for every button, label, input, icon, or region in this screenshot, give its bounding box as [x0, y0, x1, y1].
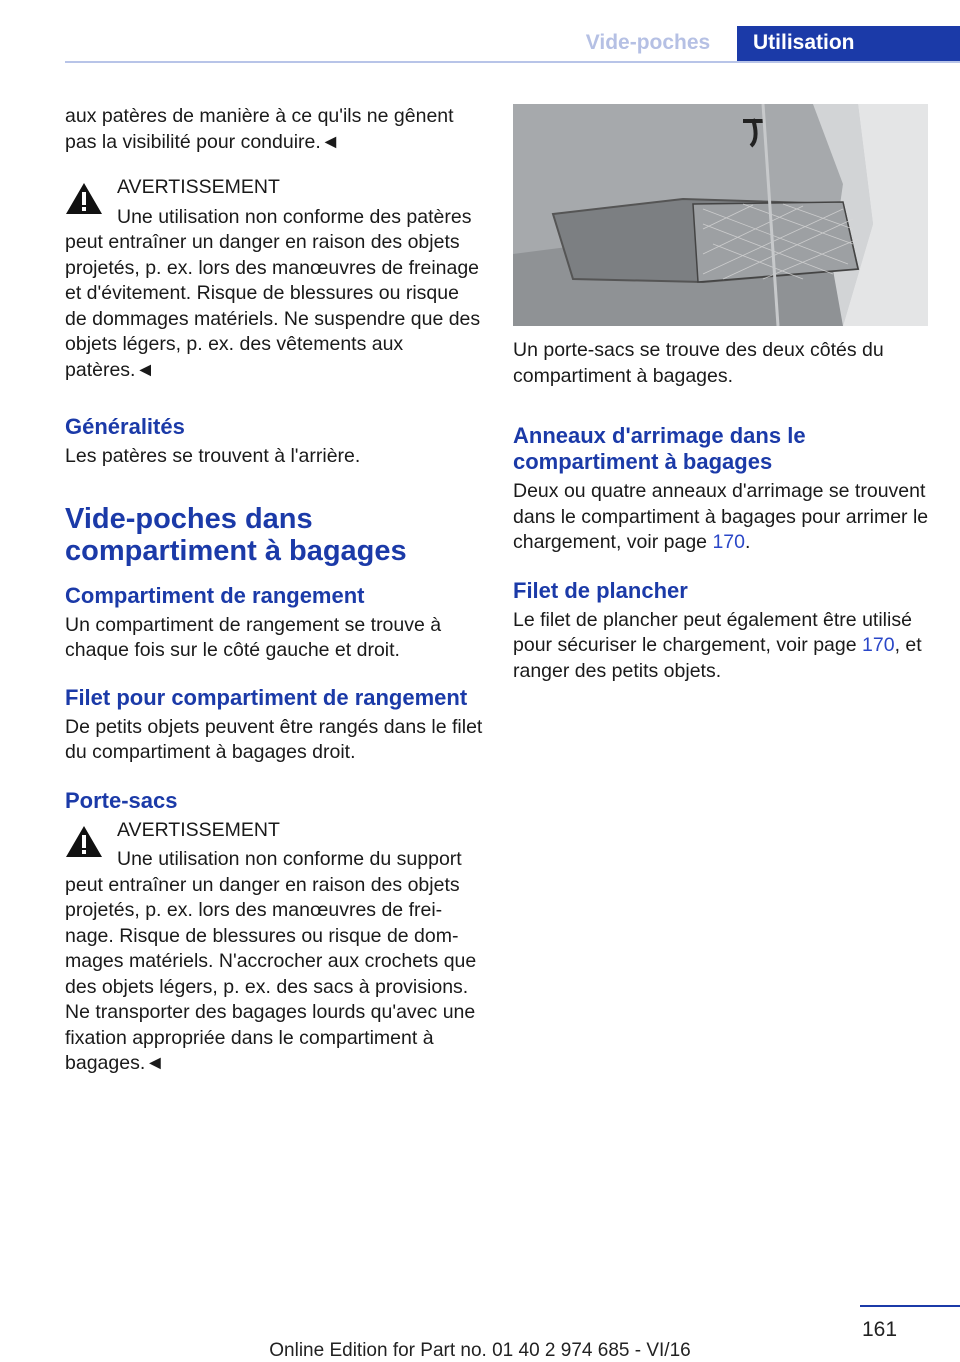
warning-title: AVERTISSEMENT: [117, 176, 280, 198]
warning-icon: [65, 824, 103, 858]
header-section: Vide-poches: [585, 31, 711, 54]
compartiment-text: Un compartiment de rangement se trouve à chaque fois sur le côté gauche et droit.: [65, 613, 442, 661]
generalites-heading: Généralités: [65, 414, 185, 439]
intro-text: aux patères de manière à ce qu'ils ne gênent pas la visibilité pour conduire.◄: [65, 105, 454, 153]
main-heading: Vide-poches dans compartiment à bagages: [65, 502, 407, 567]
page-number: 161: [862, 1318, 898, 1341]
filet-plancher-text-part: Le filet de plancher peut également être utilisé pour sécuriser le chargement, voir page: [513, 608, 912, 656]
warning-block: [65, 818, 483, 1077]
porte-sacs-heading: Porte-sacs: [65, 787, 178, 813]
header-chapter: Utilisation: [737, 26, 960, 62]
photo-caption: Un porte-sacs se trouve des deux côtés du compartiment à bagages.: [513, 339, 884, 387]
header-divider: [65, 61, 960, 63]
warning-text: Une utilisation non conforme du support peut entraîner un danger en raison des objets projetés, p. ex. lors des manœuvres de freinage. Risque de blessures ou risque de dommages matériels. N'accrocher aux crochets que des objets légers, p. ex. des sacs à provisions. Ne transporter des bagages lourds qu'avec une fixation appropriée dans le compartiment à bagages.◄: [65, 848, 477, 1074]
anneaux-text-end: .: [745, 531, 751, 553]
filet-compartiment-heading: Filet pour compartiment de rangement: [65, 684, 468, 710]
anneaux-heading: Anneaux d'arrimage dans le compartiment à bagages: [513, 423, 806, 474]
generalites-text: Les patères se trouvent à l'arrière.: [65, 445, 361, 467]
page-link-170[interactable]: 170: [712, 531, 745, 553]
filet-plancher-text-end: , et ranger des petits objets.: [513, 634, 922, 682]
edition-footer: Online Edition for Part no. 01 40 2 974 685 - VI/16: [269, 1340, 691, 1361]
warning-text: Une utilisation non conforme des patères peut entraîner un danger en raison des objets projetés, p. ex. lors des manœuvres de freinage et d'évitement. Risque de blessures ou risque de dommages matériels. Ne suspendre que des objets légers, p. ex. des vêtements aux patères.◄: [65, 205, 481, 381]
footer-divider: [860, 1305, 960, 1307]
anneaux-text: [513, 479, 933, 556]
anneaux-text-part: Deux ou quatre anneaux d'arrimage se trouvent dans le compartiment à bagages pour arrimer le chargement, voir page: [513, 480, 929, 553]
right-column: [513, 104, 933, 684]
luggage-compartment-photo: [513, 104, 928, 326]
warning-title: AVERTISSEMENT: [117, 818, 280, 841]
filet-plancher-text: [513, 608, 933, 685]
warning-block: [65, 175, 483, 383]
warning-icon: [65, 181, 103, 215]
filet-plancher-heading: Filet de plancher: [513, 577, 688, 603]
compartiment-heading: Compartiment de rangement: [65, 582, 365, 608]
filet-compartiment-text: De petits objets peuvent être rangés dans le filet du compartiment à bagages droit.: [65, 715, 483, 763]
left-column: [65, 104, 483, 1077]
page-link-170[interactable]: 170: [862, 634, 895, 656]
